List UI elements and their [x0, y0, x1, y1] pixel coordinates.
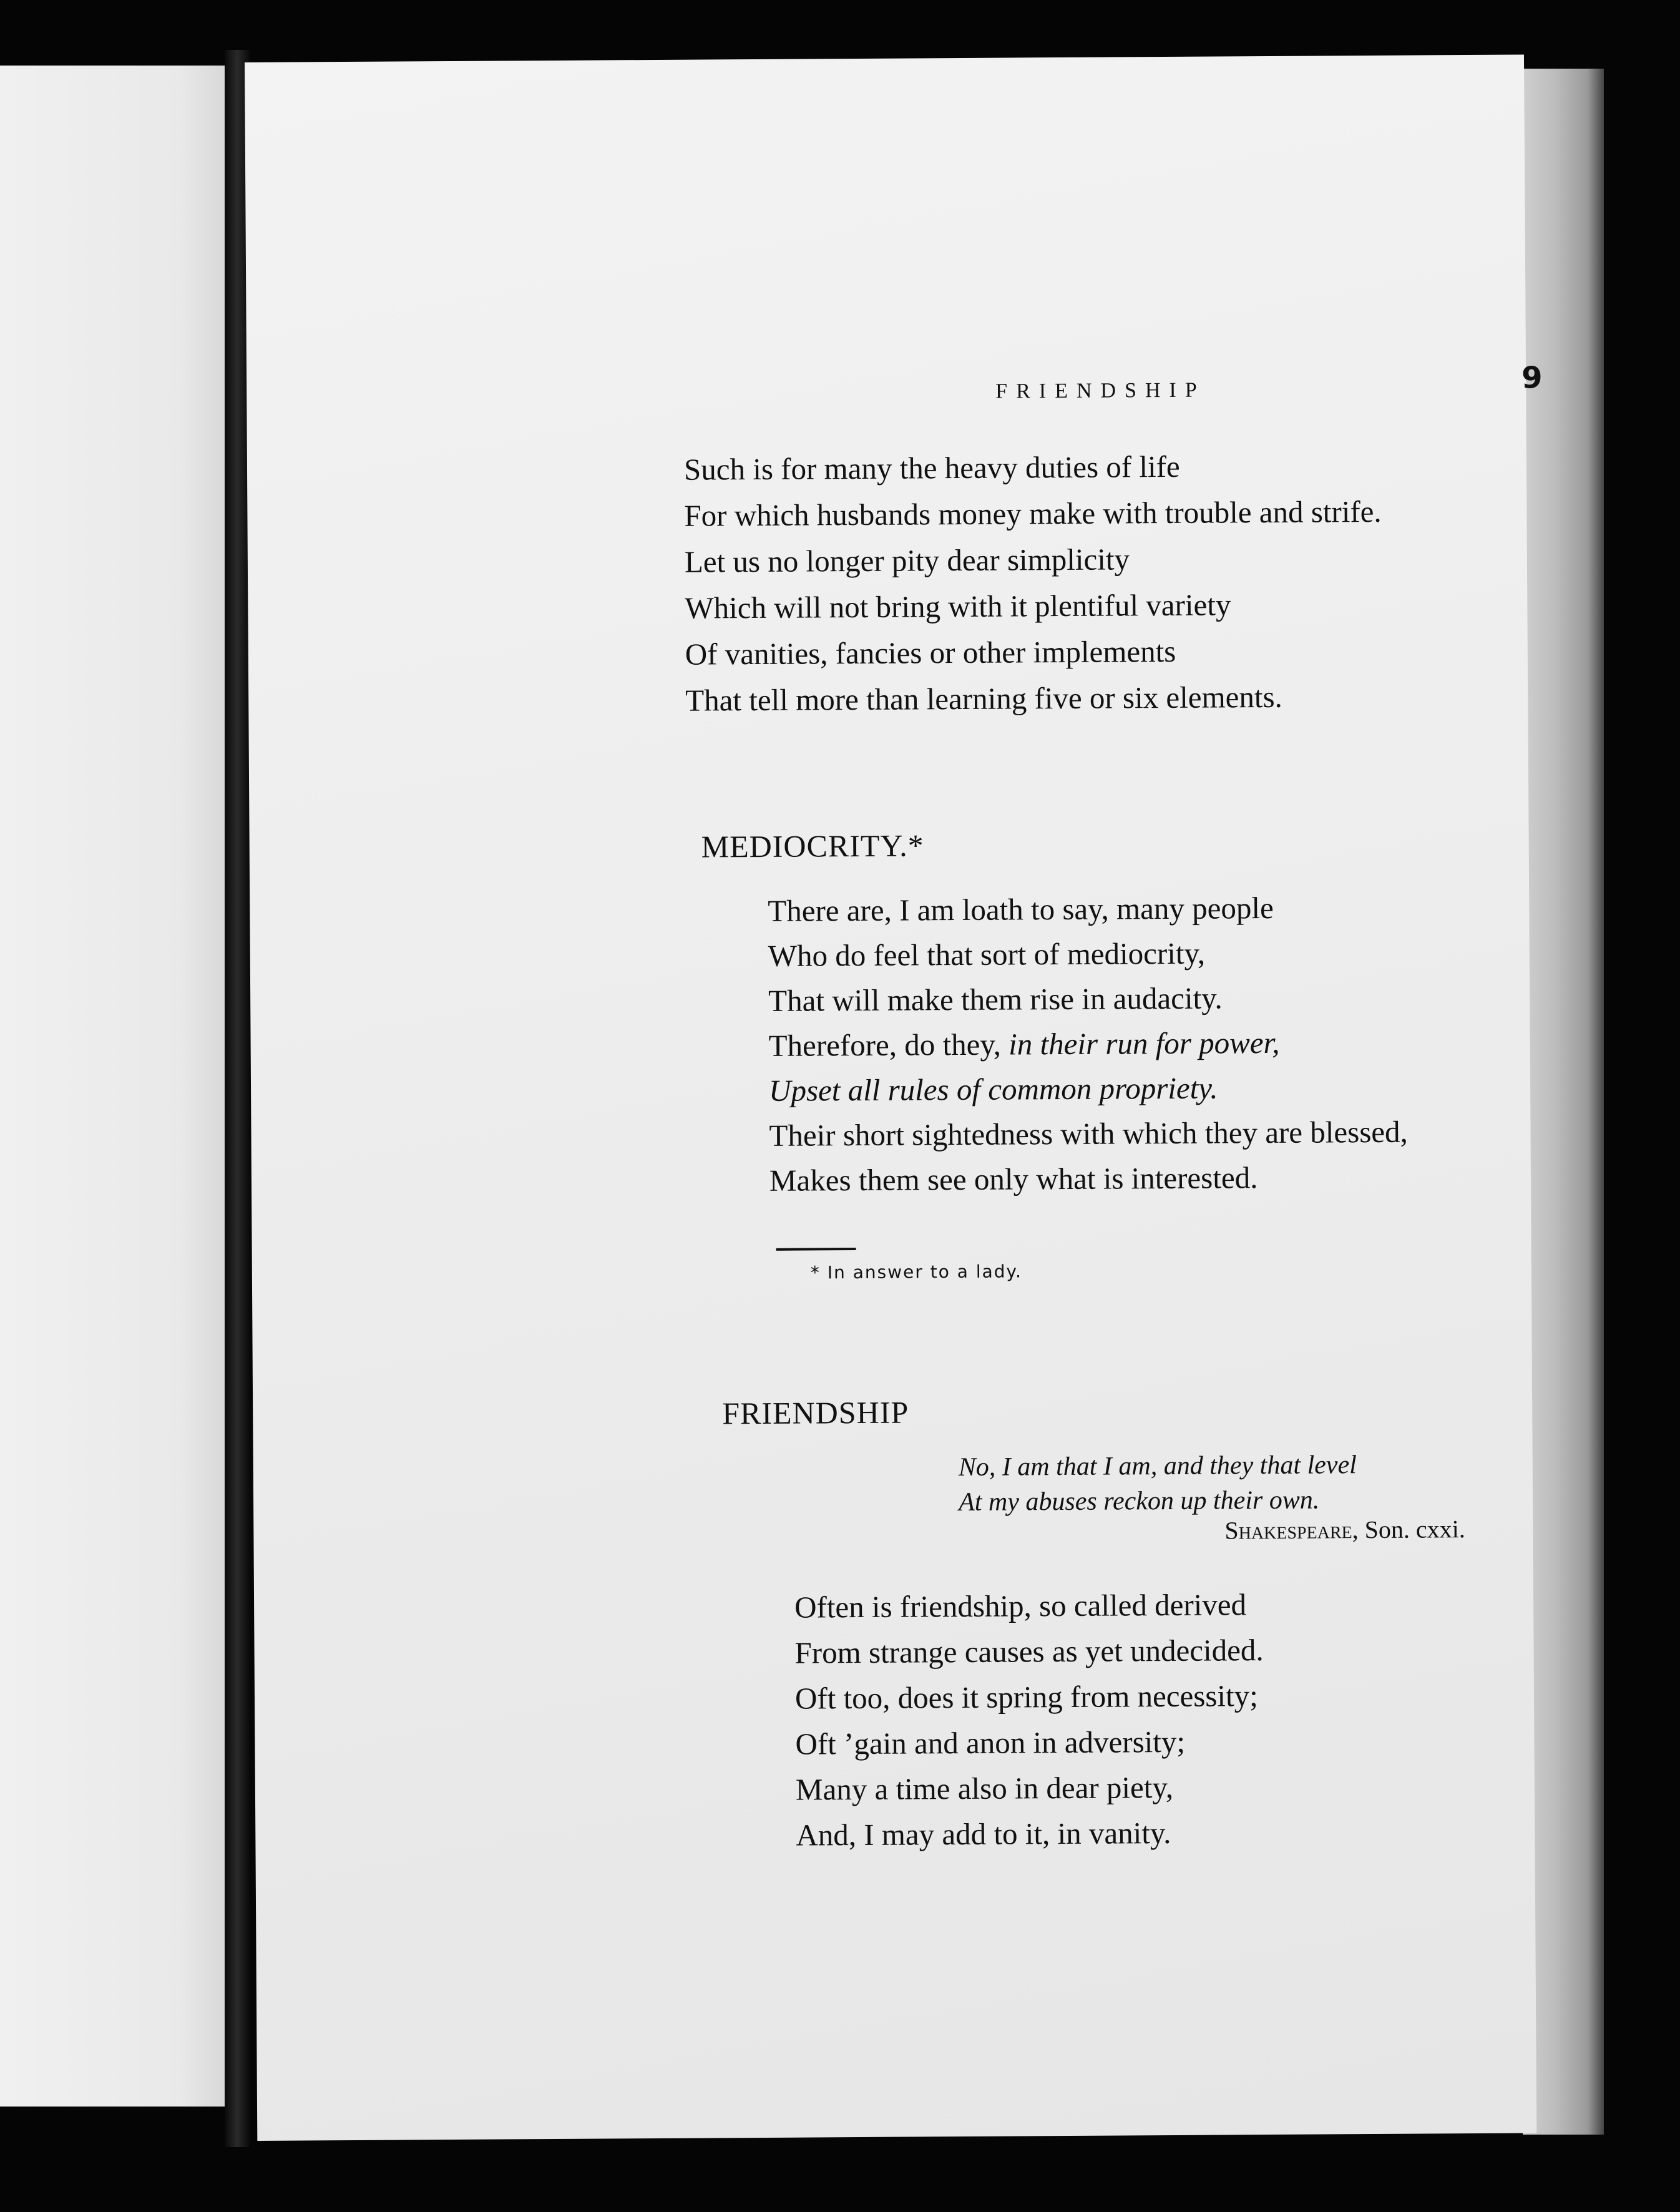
friendship-poem [794, 1587, 1265, 1863]
italic-verse-line: Upset all rules of common propriety. [768, 1070, 1218, 1108]
epigraph-line: No, I am that I am, and they that level [958, 1451, 1357, 1482]
opening-stanza [684, 448, 1383, 729]
verse-line: Such is for many the heavy duties of life [683, 449, 1180, 487]
facing-page [0, 66, 228, 2107]
verse-line: Who do feel that sort of mediocrity, [768, 936, 1206, 973]
epigraph [959, 1450, 1357, 1522]
verse-text: Therefore, do they, [768, 1027, 1009, 1063]
epigraph-line: At my abuses reckon up their own. [958, 1485, 1320, 1517]
poem-title-friendship: FRIENDSHIP [722, 1394, 909, 1431]
attribution-reference: , Son. cxxi. [1352, 1515, 1465, 1544]
running-head: FRIENDSHIP [995, 378, 1206, 403]
verse-line: Many a time also in dear piety, [795, 1769, 1174, 1807]
verse-line: Their short sightedness with which they are blessed, [769, 1114, 1409, 1153]
verse-line: Oft ’gain and anon in adversity; [795, 1724, 1186, 1761]
book-page [245, 54, 1543, 2140]
verse-line: Which will not bring with it plentiful variety [685, 587, 1231, 625]
poem-title-mediocrity: MEDIOCRITY.* [701, 828, 924, 864]
verse-line: Oft too, does it spring from necessity; [794, 1678, 1258, 1716]
verse-line: There are, I am loath to say, many people [768, 890, 1274, 928]
footnote: * In answer to a lady. [810, 1261, 1023, 1283]
mediocrity-poem [768, 889, 1408, 1208]
verse-line: Makes them see only what is interested. [769, 1160, 1258, 1198]
verse-line: And, I may add to it, in vanity. [796, 1815, 1171, 1852]
italic-verse-text: in their run for power, [1008, 1025, 1280, 1062]
verse-line: Of vanities, fancies or other implements [685, 634, 1176, 672]
verse-line: Let us no longer pity dear simplicity [684, 542, 1130, 579]
footnote-rule [776, 1248, 856, 1251]
epigraph-attribution [1224, 1514, 1465, 1545]
attribution-author: Shakespeare [1224, 1515, 1352, 1545]
verse-line: Often is friendship, so called derived [794, 1587, 1247, 1625]
page-number: 9 [1521, 360, 1543, 396]
verse-line: That will make them rise in audacity. [768, 981, 1223, 1018]
verse-line: From strange causes as yet undecided. [794, 1633, 1264, 1670]
verse-line: That tell more than learning five or six elements. [685, 679, 1282, 718]
verse-line [768, 1024, 1407, 1073]
verse-line: For which husbands money make with trouble and strife. [684, 494, 1382, 533]
